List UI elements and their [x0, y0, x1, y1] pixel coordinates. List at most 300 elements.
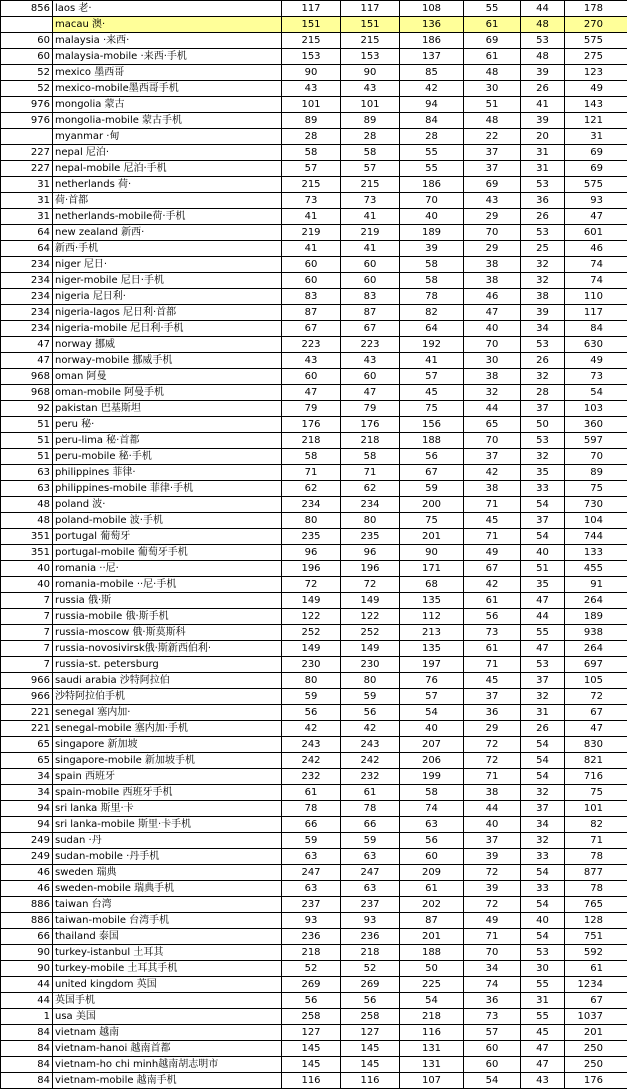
country-name-cell[interactable]: russia 俄·斯 — [53, 593, 282, 609]
table-row[interactable] — [1, 305, 627, 321]
value-4-cell[interactable]: 74 — [464, 977, 521, 993]
country-name-cell[interactable]: peru 秘· — [53, 417, 282, 433]
value-2-cell[interactable]: 243 — [341, 737, 400, 753]
country-name-cell[interactable]: philippines-mobile 菲律·手机 — [53, 481, 282, 497]
table-row[interactable] — [1, 161, 627, 177]
value-6-cell[interactable]: 751 — [565, 929, 627, 945]
country-name-cell[interactable]: netherlands-mobile荷·手机 — [53, 209, 282, 225]
table-row[interactable] — [1, 529, 627, 545]
value-4-cell[interactable]: 65 — [464, 417, 521, 433]
country-code-cell[interactable]: 31 — [1, 209, 53, 225]
country-code-cell[interactable]: 227 — [1, 161, 53, 177]
value-6-cell[interactable]: 630 — [565, 337, 627, 353]
table-row[interactable] — [1, 49, 627, 65]
country-name-cell[interactable]: peru-lima 秘·首都 — [53, 433, 282, 449]
value-1-cell[interactable]: 237 — [282, 897, 341, 913]
country-name-cell[interactable]: united kingdom 英国 — [53, 977, 282, 993]
value-1-cell[interactable]: 73 — [282, 193, 341, 209]
country-code-cell[interactable]: 64 — [1, 241, 53, 257]
value-4-cell[interactable]: 67 — [464, 561, 521, 577]
value-6-cell[interactable]: 597 — [565, 433, 627, 449]
value-4-cell[interactable]: 60 — [464, 1041, 521, 1057]
country-name-cell[interactable]: vietnam-mobile 越南手机 — [53, 1073, 282, 1089]
table-row[interactable] — [1, 641, 627, 657]
value-4-cell[interactable]: 72 — [464, 753, 521, 769]
value-1-cell[interactable]: 89 — [282, 113, 341, 129]
table-row[interactable] — [1, 177, 627, 193]
value-5-cell[interactable]: 48 — [521, 17, 565, 33]
country-code-cell[interactable]: 48 — [1, 497, 53, 513]
value-1-cell[interactable]: 60 — [282, 257, 341, 273]
value-5-cell[interactable]: 48 — [521, 49, 565, 65]
value-1-cell[interactable]: 42 — [282, 721, 341, 737]
value-5-cell[interactable]: 32 — [521, 369, 565, 385]
value-3-cell[interactable]: 60 — [400, 849, 464, 865]
country-name-cell[interactable]: russia-mobile 俄·斯手机 — [53, 609, 282, 625]
table-row[interactable] — [1, 1041, 627, 1057]
table-row[interactable] — [1, 961, 627, 977]
value-2-cell[interactable]: 153 — [341, 49, 400, 65]
value-6-cell[interactable]: 830 — [565, 737, 627, 753]
value-1-cell[interactable]: 57 — [282, 161, 341, 177]
value-3-cell[interactable]: 192 — [400, 337, 464, 353]
value-1-cell[interactable]: 93 — [282, 913, 341, 929]
country-name-cell[interactable]: nepal-mobile 尼泊·手机 — [53, 161, 282, 177]
table-row[interactable] — [1, 401, 627, 417]
value-4-cell[interactable]: 55 — [464, 1, 521, 17]
value-4-cell[interactable]: 36 — [464, 705, 521, 721]
value-5-cell[interactable]: 34 — [521, 817, 565, 833]
value-6-cell[interactable]: 250 — [565, 1057, 627, 1073]
value-4-cell[interactable]: 72 — [464, 897, 521, 913]
value-6-cell[interactable]: 75 — [565, 785, 627, 801]
value-2-cell[interactable]: 252 — [341, 625, 400, 641]
value-1-cell[interactable]: 28 — [282, 129, 341, 145]
table-row[interactable] — [1, 81, 627, 97]
value-5-cell[interactable]: 53 — [521, 945, 565, 961]
value-3-cell[interactable]: 135 — [400, 593, 464, 609]
value-5-cell[interactable]: 53 — [521, 225, 565, 241]
table-row[interactable] — [1, 385, 627, 401]
country-code-cell[interactable]: 7 — [1, 625, 53, 641]
value-4-cell[interactable]: 49 — [464, 545, 521, 561]
country-name-cell[interactable]: norway 挪威 — [53, 337, 282, 353]
value-3-cell[interactable]: 56 — [400, 833, 464, 849]
value-5-cell[interactable]: 37 — [521, 673, 565, 689]
country-code-cell[interactable]: 47 — [1, 353, 53, 369]
country-code-cell[interactable]: 44 — [1, 993, 53, 1009]
value-6-cell[interactable]: 75 — [565, 481, 627, 497]
value-5-cell[interactable]: 44 — [521, 609, 565, 625]
value-1-cell[interactable]: 83 — [282, 289, 341, 305]
value-3-cell[interactable]: 40 — [400, 209, 464, 225]
value-6-cell[interactable]: 765 — [565, 897, 627, 913]
value-1-cell[interactable]: 58 — [282, 145, 341, 161]
value-5-cell[interactable]: 39 — [521, 65, 565, 81]
value-1-cell[interactable]: 101 — [282, 97, 341, 113]
value-4-cell[interactable]: 57 — [464, 1025, 521, 1041]
country-name-cell[interactable]: poland 波· — [53, 497, 282, 513]
country-name-cell[interactable]: niger 尼日· — [53, 257, 282, 273]
country-name-cell[interactable]: oman-mobile 阿曼手机 — [53, 385, 282, 401]
value-3-cell[interactable]: 188 — [400, 433, 464, 449]
value-5-cell[interactable]: 32 — [521, 257, 565, 273]
value-3-cell[interactable]: 57 — [400, 689, 464, 705]
value-1-cell[interactable]: 63 — [282, 881, 341, 897]
value-3-cell[interactable]: 76 — [400, 673, 464, 689]
country-name-cell[interactable]: nigeria 尼日利· — [53, 289, 282, 305]
value-4-cell[interactable]: 48 — [464, 113, 521, 129]
table-row[interactable] — [1, 785, 627, 801]
value-6-cell[interactable]: 49 — [565, 81, 627, 97]
country-code-cell[interactable]: 351 — [1, 545, 53, 561]
value-2-cell[interactable]: 101 — [341, 97, 400, 113]
country-code-cell[interactable]: 234 — [1, 257, 53, 273]
value-1-cell[interactable]: 223 — [282, 337, 341, 353]
value-6-cell[interactable]: 74 — [565, 273, 627, 289]
value-5-cell[interactable]: 32 — [521, 273, 565, 289]
value-2-cell[interactable]: 58 — [341, 449, 400, 465]
value-6-cell[interactable]: 67 — [565, 705, 627, 721]
value-2-cell[interactable]: 71 — [341, 465, 400, 481]
value-5-cell[interactable]: 54 — [521, 897, 565, 913]
country-name-cell[interactable]: vietnam-hanoi 越南首都 — [53, 1041, 282, 1057]
value-4-cell[interactable]: 69 — [464, 33, 521, 49]
value-2-cell[interactable]: 56 — [341, 705, 400, 721]
country-name-cell[interactable]: senegal 塞内加· — [53, 705, 282, 721]
value-3-cell[interactable]: 70 — [400, 193, 464, 209]
value-5-cell[interactable]: 50 — [521, 417, 565, 433]
value-3-cell[interactable]: 186 — [400, 177, 464, 193]
value-5-cell[interactable]: 26 — [521, 209, 565, 225]
country-name-cell[interactable]: spain 西班牙 — [53, 769, 282, 785]
country-code-cell[interactable]: 1 — [1, 1009, 53, 1025]
value-1-cell[interactable]: 242 — [282, 753, 341, 769]
country-name-cell[interactable]: netherlands 荷· — [53, 177, 282, 193]
country-name-cell[interactable]: mexico-mobile墨西哥手机 — [53, 81, 282, 97]
value-6-cell[interactable]: 117 — [565, 305, 627, 321]
value-5-cell[interactable]: 31 — [521, 145, 565, 161]
value-3-cell[interactable]: 206 — [400, 753, 464, 769]
value-5-cell[interactable]: 31 — [521, 993, 565, 1009]
value-4-cell[interactable]: 71 — [464, 657, 521, 673]
country-code-cell[interactable] — [1, 17, 53, 33]
value-1-cell[interactable]: 71 — [282, 465, 341, 481]
value-5-cell[interactable]: 51 — [521, 561, 565, 577]
value-1-cell[interactable]: 62 — [282, 481, 341, 497]
value-4-cell[interactable]: 71 — [464, 769, 521, 785]
table-row[interactable] — [1, 817, 627, 833]
value-2-cell[interactable]: 56 — [341, 993, 400, 1009]
value-4-cell[interactable]: 48 — [464, 65, 521, 81]
value-2-cell[interactable]: 80 — [341, 673, 400, 689]
value-4-cell[interactable]: 71 — [464, 529, 521, 545]
value-5-cell[interactable]: 33 — [521, 481, 565, 497]
value-3-cell[interactable]: 186 — [400, 33, 464, 49]
country-code-cell[interactable]: 94 — [1, 817, 53, 833]
value-3-cell[interactable]: 54 — [400, 993, 464, 1009]
value-2-cell[interactable]: 219 — [341, 225, 400, 241]
value-3-cell[interactable]: 136 — [400, 17, 464, 33]
table-row[interactable] — [1, 257, 627, 273]
value-5-cell[interactable]: 32 — [521, 689, 565, 705]
value-6-cell[interactable]: 105 — [565, 673, 627, 689]
value-1-cell[interactable]: 41 — [282, 209, 341, 225]
table-row[interactable] — [1, 17, 627, 33]
value-6-cell[interactable]: 69 — [565, 145, 627, 161]
country-code-cell[interactable]: 31 — [1, 177, 53, 193]
country-code-cell[interactable]: 52 — [1, 81, 53, 97]
country-name-cell[interactable]: taiwan 台湾 — [53, 897, 282, 913]
country-code-cell[interactable]: 968 — [1, 369, 53, 385]
value-4-cell[interactable]: 40 — [464, 817, 521, 833]
value-4-cell[interactable]: 42 — [464, 577, 521, 593]
country-code-cell[interactable]: 221 — [1, 721, 53, 737]
value-2-cell[interactable]: 196 — [341, 561, 400, 577]
table-row[interactable] — [1, 481, 627, 497]
value-4-cell[interactable]: 54 — [464, 1073, 521, 1089]
value-1-cell[interactable]: 176 — [282, 417, 341, 433]
value-3-cell[interactable]: 137 — [400, 49, 464, 65]
country-code-cell[interactable]: 31 — [1, 193, 53, 209]
country-name-cell[interactable]: russia-moscow 俄·斯莫斯科 — [53, 625, 282, 641]
value-2-cell[interactable]: 230 — [341, 657, 400, 673]
value-2-cell[interactable]: 236 — [341, 929, 400, 945]
country-code-cell[interactable]: 65 — [1, 753, 53, 769]
country-code-cell[interactable]: 249 — [1, 833, 53, 849]
value-4-cell[interactable]: 60 — [464, 1057, 521, 1073]
value-4-cell[interactable]: 45 — [464, 513, 521, 529]
country-name-cell[interactable]: nigeria-lagos 尼日利·首都 — [53, 305, 282, 321]
table-row[interactable] — [1, 449, 627, 465]
value-5-cell[interactable]: 31 — [521, 161, 565, 177]
country-code-cell[interactable]: 351 — [1, 529, 53, 545]
value-6-cell[interactable]: 74 — [565, 257, 627, 273]
value-3-cell[interactable]: 156 — [400, 417, 464, 433]
value-2-cell[interactable]: 58 — [341, 145, 400, 161]
value-3-cell[interactable]: 74 — [400, 801, 464, 817]
country-name-cell[interactable]: portugal 葡萄牙 — [53, 529, 282, 545]
value-6-cell[interactable]: 697 — [565, 657, 627, 673]
value-6-cell[interactable]: 82 — [565, 817, 627, 833]
value-3-cell[interactable]: 64 — [400, 321, 464, 337]
value-4-cell[interactable]: 29 — [464, 209, 521, 225]
value-5-cell[interactable]: 53 — [521, 337, 565, 353]
table-row[interactable] — [1, 929, 627, 945]
country-code-cell[interactable]: 221 — [1, 705, 53, 721]
country-code-cell[interactable]: 234 — [1, 273, 53, 289]
value-5-cell[interactable]: 32 — [521, 833, 565, 849]
table-row[interactable] — [1, 625, 627, 641]
value-6-cell[interactable]: 143 — [565, 97, 627, 113]
table-row[interactable] — [1, 321, 627, 337]
value-3-cell[interactable]: 55 — [400, 145, 464, 161]
country-code-cell[interactable]: 966 — [1, 673, 53, 689]
value-3-cell[interactable]: 188 — [400, 945, 464, 961]
value-3-cell[interactable]: 218 — [400, 1009, 464, 1025]
value-3-cell[interactable]: 50 — [400, 961, 464, 977]
table-row[interactable] — [1, 113, 627, 129]
value-1-cell[interactable]: 79 — [282, 401, 341, 417]
value-6-cell[interactable]: 73 — [565, 369, 627, 385]
value-3-cell[interactable]: 87 — [400, 913, 464, 929]
value-5-cell[interactable]: 37 — [521, 401, 565, 417]
value-5-cell[interactable]: 26 — [521, 353, 565, 369]
value-5-cell[interactable]: 53 — [521, 33, 565, 49]
country-name-cell[interactable]: romania ··尼· — [53, 561, 282, 577]
value-4-cell[interactable]: 69 — [464, 177, 521, 193]
country-code-cell[interactable]: 60 — [1, 49, 53, 65]
table-row[interactable] — [1, 881, 627, 897]
value-3-cell[interactable]: 41 — [400, 353, 464, 369]
value-4-cell[interactable]: 37 — [464, 689, 521, 705]
value-3-cell[interactable]: 202 — [400, 897, 464, 913]
value-6-cell[interactable]: 104 — [565, 513, 627, 529]
table-row[interactable] — [1, 753, 627, 769]
value-4-cell[interactable]: 44 — [464, 801, 521, 817]
value-4-cell[interactable]: 32 — [464, 385, 521, 401]
value-3-cell[interactable]: 108 — [400, 1, 464, 17]
value-2-cell[interactable]: 79 — [341, 401, 400, 417]
value-6-cell[interactable]: 72 — [565, 689, 627, 705]
value-5-cell[interactable]: 53 — [521, 433, 565, 449]
country-code-cell[interactable]: 46 — [1, 865, 53, 881]
value-1-cell[interactable]: 269 — [282, 977, 341, 993]
country-code-cell[interactable]: 66 — [1, 929, 53, 945]
value-4-cell[interactable]: 70 — [464, 225, 521, 241]
value-1-cell[interactable]: 52 — [282, 961, 341, 977]
value-4-cell[interactable]: 61 — [464, 641, 521, 657]
value-5-cell[interactable]: 32 — [521, 785, 565, 801]
value-6-cell[interactable]: 101 — [565, 801, 627, 817]
value-4-cell[interactable]: 22 — [464, 129, 521, 145]
country-code-cell[interactable]: 856 — [1, 1, 53, 17]
country-code-cell[interactable]: 84 — [1, 1025, 53, 1041]
country-code-cell[interactable]: 968 — [1, 385, 53, 401]
value-1-cell[interactable]: 56 — [282, 993, 341, 1009]
value-6-cell[interactable]: 89 — [565, 465, 627, 481]
value-1-cell[interactable]: 59 — [282, 833, 341, 849]
value-2-cell[interactable]: 62 — [341, 481, 400, 497]
table-row[interactable] — [1, 513, 627, 529]
country-name-cell[interactable]: pakistan 巴基斯坦 — [53, 401, 282, 417]
country-name-cell[interactable]: spain-mobile 西班牙手机 — [53, 785, 282, 801]
value-1-cell[interactable]: 218 — [282, 433, 341, 449]
table-row[interactable] — [1, 209, 627, 225]
country-name-cell[interactable]: turkey-istanbul 土耳其 — [53, 945, 282, 961]
value-1-cell[interactable]: 235 — [282, 529, 341, 545]
country-name-cell[interactable]: romania-mobile ··尼·手机 — [53, 577, 282, 593]
value-3-cell[interactable]: 201 — [400, 529, 464, 545]
country-name-cell[interactable]: mongolia-mobile 蒙古手机 — [53, 113, 282, 129]
value-6-cell[interactable]: 128 — [565, 913, 627, 929]
country-code-cell[interactable]: 44 — [1, 977, 53, 993]
value-2-cell[interactable]: 78 — [341, 801, 400, 817]
country-code-cell[interactable] — [1, 129, 53, 145]
value-2-cell[interactable]: 59 — [341, 689, 400, 705]
value-4-cell[interactable]: 38 — [464, 369, 521, 385]
value-1-cell[interactable]: 127 — [282, 1025, 341, 1041]
table-row[interactable] — [1, 1073, 627, 1089]
value-1-cell[interactable]: 80 — [282, 673, 341, 689]
value-2-cell[interactable]: 149 — [341, 593, 400, 609]
value-4-cell[interactable]: 42 — [464, 465, 521, 481]
country-name-cell[interactable]: poland-mobile 波·手机 — [53, 513, 282, 529]
value-3-cell[interactable]: 57 — [400, 369, 464, 385]
value-1-cell[interactable]: 60 — [282, 273, 341, 289]
value-5-cell[interactable]: 54 — [521, 497, 565, 513]
table-row[interactable] — [1, 337, 627, 353]
country-name-cell[interactable]: malaysia ·来西· — [53, 33, 282, 49]
value-2-cell[interactable]: 176 — [341, 417, 400, 433]
country-code-cell[interactable]: 249 — [1, 849, 53, 865]
value-6-cell[interactable]: 103 — [565, 401, 627, 417]
country-code-cell[interactable]: 48 — [1, 513, 53, 529]
value-5-cell[interactable]: 26 — [521, 721, 565, 737]
value-2-cell[interactable]: 67 — [341, 321, 400, 337]
value-5-cell[interactable]: 35 — [521, 577, 565, 593]
value-5-cell[interactable]: 28 — [521, 385, 565, 401]
country-code-cell[interactable]: 90 — [1, 961, 53, 977]
value-1-cell[interactable]: 87 — [282, 305, 341, 321]
value-3-cell[interactable]: 58 — [400, 273, 464, 289]
table-row[interactable] — [1, 129, 627, 145]
value-5-cell[interactable]: 34 — [521, 321, 565, 337]
country-name-cell[interactable]: saudi arabia 沙特阿拉伯 — [53, 673, 282, 689]
value-4-cell[interactable]: 51 — [464, 97, 521, 113]
country-code-cell[interactable]: 90 — [1, 945, 53, 961]
value-6-cell[interactable]: 78 — [565, 881, 627, 897]
table-row[interactable] — [1, 561, 627, 577]
country-name-cell[interactable]: nigeria-mobile 尼日利·手机 — [53, 321, 282, 337]
value-1-cell[interactable]: 236 — [282, 929, 341, 945]
value-1-cell[interactable]: 234 — [282, 497, 341, 513]
value-1-cell[interactable]: 96 — [282, 545, 341, 561]
country-name-cell[interactable]: portugal-mobile 葡萄牙手机 — [53, 545, 282, 561]
value-2-cell[interactable]: 218 — [341, 945, 400, 961]
value-6-cell[interactable]: 250 — [565, 1041, 627, 1057]
value-5-cell[interactable]: 55 — [521, 977, 565, 993]
country-code-cell[interactable]: 227 — [1, 145, 53, 161]
country-code-cell[interactable]: 7 — [1, 641, 53, 657]
table-row[interactable] — [1, 593, 627, 609]
value-3-cell[interactable]: 58 — [400, 257, 464, 273]
table-row[interactable] — [1, 273, 627, 289]
country-name-cell[interactable]: sri lanka 斯里·卡 — [53, 801, 282, 817]
value-1-cell[interactable]: 59 — [282, 689, 341, 705]
value-6-cell[interactable]: 69 — [565, 161, 627, 177]
value-4-cell[interactable]: 30 — [464, 353, 521, 369]
value-2-cell[interactable]: 237 — [341, 897, 400, 913]
value-6-cell[interactable]: 49 — [565, 353, 627, 369]
value-4-cell[interactable]: 37 — [464, 145, 521, 161]
value-4-cell[interactable]: 71 — [464, 929, 521, 945]
value-5-cell[interactable]: 20 — [521, 129, 565, 145]
value-1-cell[interactable]: 56 — [282, 705, 341, 721]
value-4-cell[interactable]: 39 — [464, 881, 521, 897]
value-2-cell[interactable]: 151 — [341, 17, 400, 33]
value-2-cell[interactable]: 41 — [341, 241, 400, 257]
value-3-cell[interactable]: 56 — [400, 449, 464, 465]
country-name-cell[interactable]: singapore 新加坡 — [53, 737, 282, 753]
value-6-cell[interactable]: 1037 — [565, 1009, 627, 1025]
country-name-cell[interactable]: macau 澳· — [53, 17, 282, 33]
value-2-cell[interactable]: 232 — [341, 769, 400, 785]
value-3-cell[interactable]: 200 — [400, 497, 464, 513]
value-4-cell[interactable]: 73 — [464, 625, 521, 641]
country-code-cell[interactable]: 34 — [1, 785, 53, 801]
value-5-cell[interactable]: 54 — [521, 929, 565, 945]
